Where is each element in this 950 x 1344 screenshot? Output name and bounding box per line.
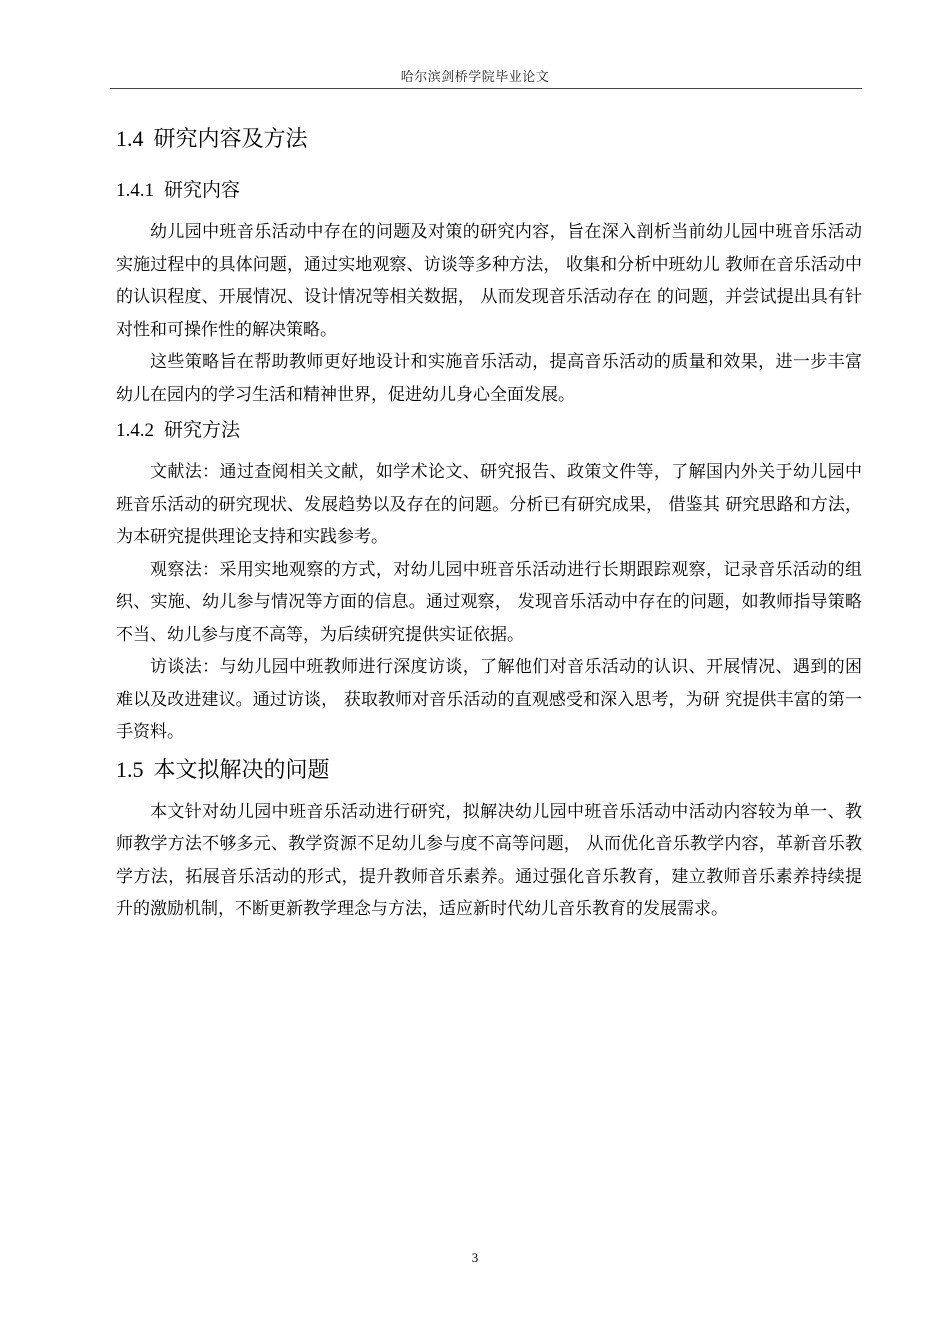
- paragraph: 幼儿园中班音乐活动中存在的问题及对策的研究内容，旨在深入剖析当前幼儿园中班音乐活动实施过程中的具体问题，通过实地观察、访谈等多种方法， 收集和分析中班幼儿 教师在音乐活动中的认识程度、开展情况、设计情况等相关数据， 从而发现音乐活动存在 的问题，并尝试提出具有针对性和可操作性的解决策略。: [116, 222, 862, 340]
- section-heading-1-4: [116, 122, 862, 157]
- section-heading-1-5: [116, 753, 862, 788]
- subsection-title: 研究方法: [164, 419, 241, 441]
- subsection-heading-1-4-2: [116, 415, 862, 446]
- section-number: 1.4: [116, 126, 144, 151]
- section-number: 1.5: [116, 756, 144, 782]
- section-title: 研究内容及方法: [153, 127, 308, 152]
- paragraph: 访谈法：与幼儿园中班教师进行深度访谈，了解他们对音乐活动的认识、开展情况、遇到的困难以及改进建议。通过访谈， 获取教师对音乐活动的直观感受和深入思考，为研 究提供丰富的第一手资料。: [116, 657, 862, 742]
- page-body: [116, 122, 862, 926]
- section-title: 本文拟解决的问题: [153, 757, 330, 783]
- subsection-number: 1.4.1: [116, 180, 154, 201]
- subsection-heading-1-4-1: [116, 175, 862, 206]
- page-number: 3: [471, 1250, 479, 1265]
- paragraph: 文献法：通过查阅相关文献，如学术论文、研究报告、政策文件等，了解国内外关于幼儿园中班音乐活动的研究现状、发展趋势以及存在的问题。分析已有研究成果， 借鉴其 研究思路和方法，为本研究提供理论支持和实践参考。: [116, 462, 862, 547]
- paragraph: 这些策略旨在帮助教师更好地设计和实施音乐活动，提高音乐活动的质量和效果，进一步丰富幼儿在园内的学习生活和精神世界，促进幼儿身心全面发展。: [116, 352, 862, 405]
- paragraph: 本文针对幼儿园中班音乐活动进行研究，拟解决幼儿园中班音乐活动中活动内容较为单一、教师教学方法不够多元、教学资源不足幼儿参与度不高等问题， 从而优化音乐教学内容，革新音乐教学方法，拓展音乐活动的形式，提升教师音乐素养。通过强化音乐教育，建立教师音乐素养持续提升的激励机制，不断更新教学理念与方法，适应新时代幼儿音乐教育的发展需求。: [116, 801, 862, 919]
- subsection-title: 研究内容: [164, 179, 241, 201]
- subsection-number: 1.4.2: [116, 420, 154, 441]
- running-header: 哈尔滨剑桥学院毕业论文: [400, 70, 550, 85]
- header-divider: [110, 88, 862, 89]
- paragraph: 观察法：采用实地观察的方式，对幼儿园中班音乐活动进行长期跟踪观察，记录音乐活动的组织、实施、幼儿参与情况等方面的信息。通过观察， 发现音乐活动中存在的问题，如教师指导策略不当、幼儿参与度不高等，为后续研究提供实证依据。: [116, 559, 862, 645]
